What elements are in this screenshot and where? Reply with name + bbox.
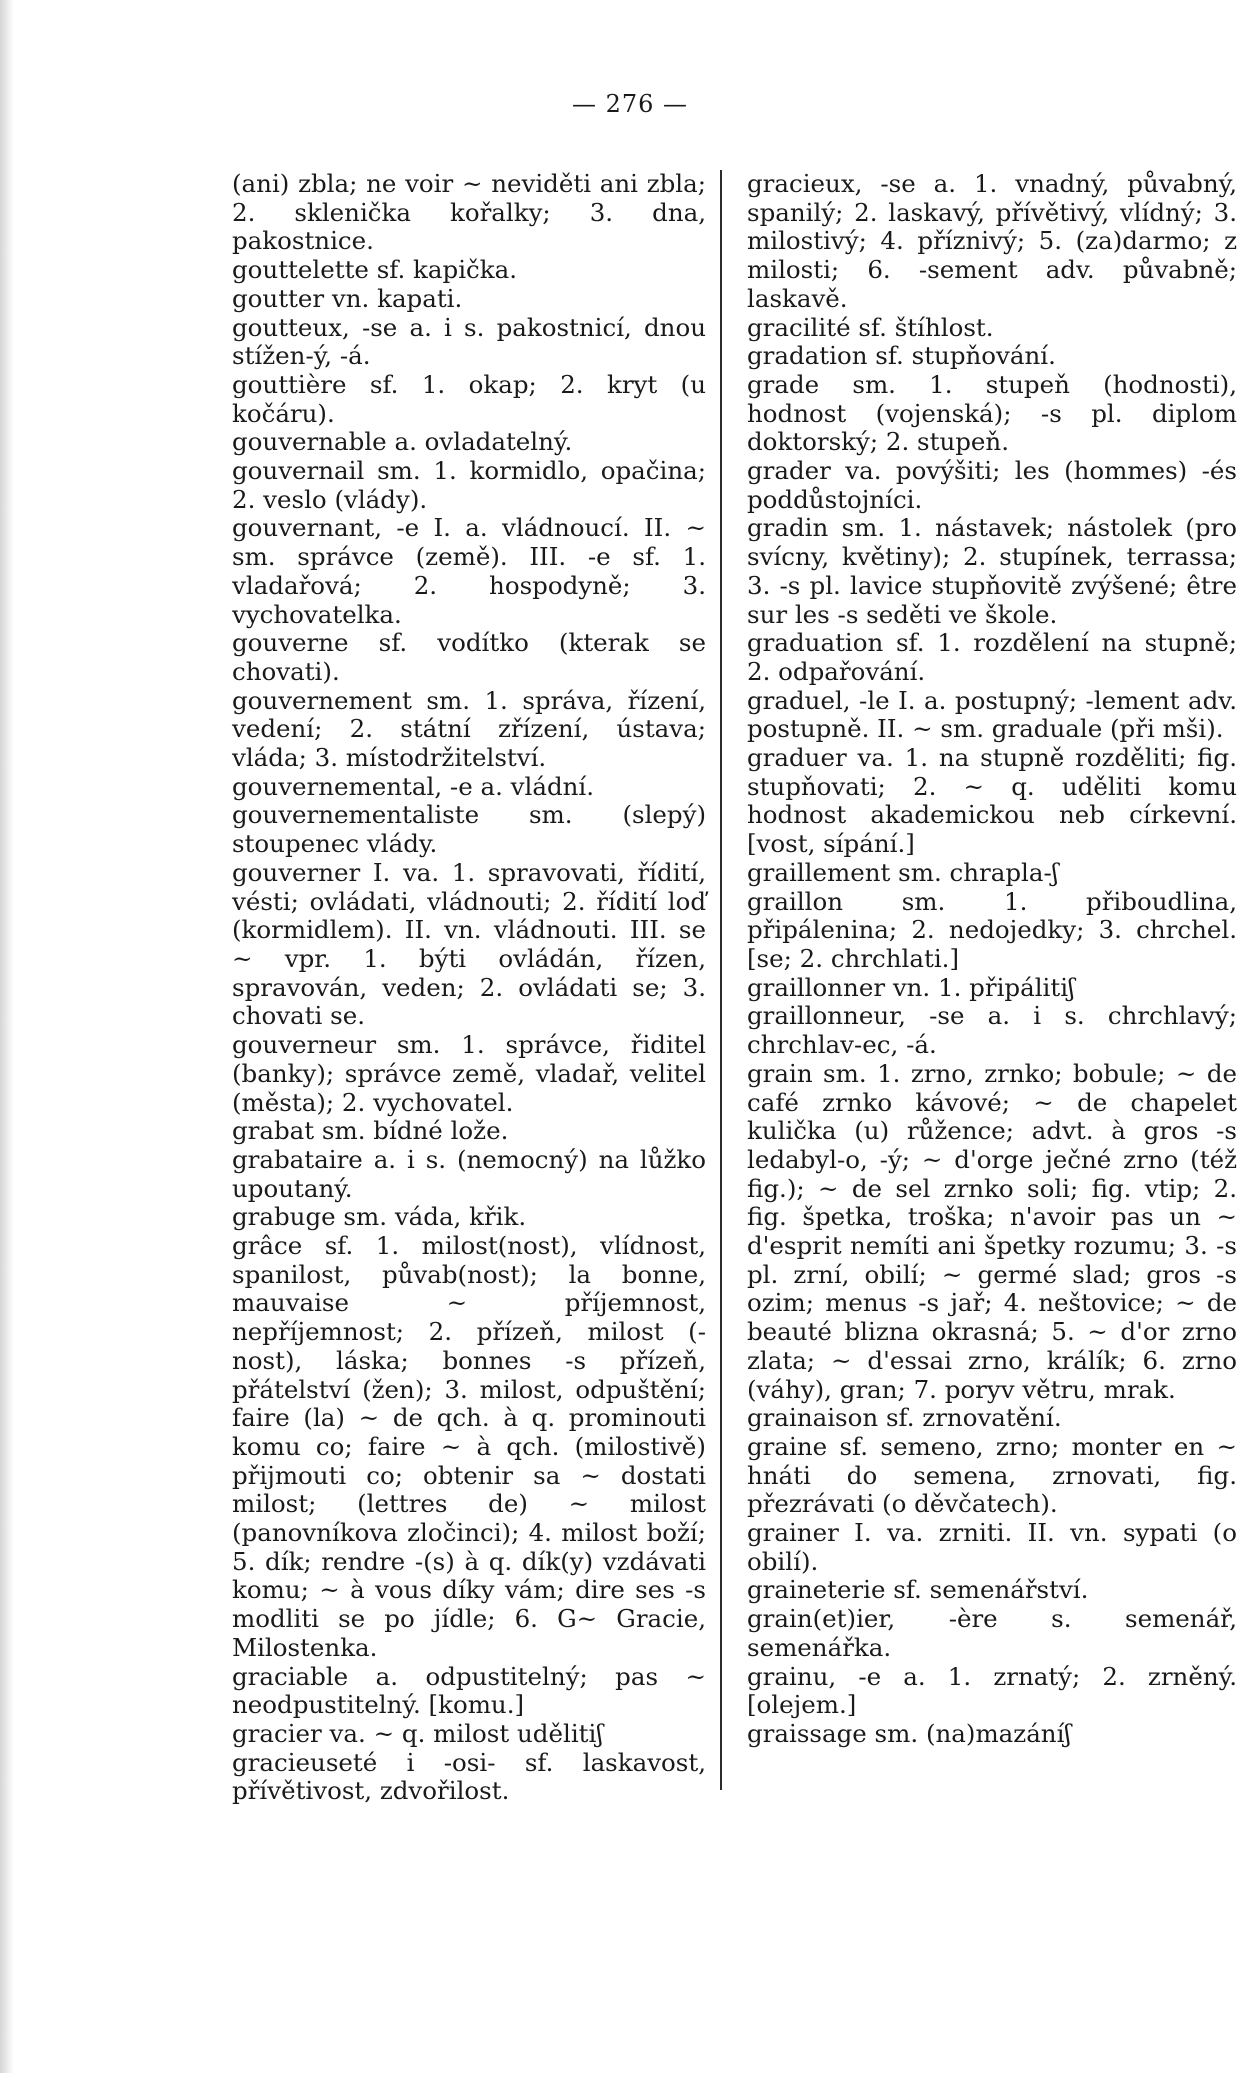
entry-grain: grain sm. 1. zrno, zrnko; bobule; ~ de café zrnko kávové; ~ de chapelet kulička (u) růžence; advt. à gros -s ledabyl-o, -ý; ~ d'orge ječné zrno (též fig.); ~ de sel zrnko soli; fig. vtip; 2. fig. špetka, troška; n'avoir pas un ~ d'esprit nemíti ani špetky rozumu; 3. -s pl. zrní, obilí; ~ germé slad; gros -s ozim; menus -s jař; 4. neštovice; ~ de beauté blizna okrasná; 5. ~ d'or zrno zlata; ~ d'essai zrno, králík; 6. zrno (váhy), gran; 7. poryv větru, mrak. [747, 1058, 1237, 1404]
entry-gouttiere: gouttière sf. 1. okap; 2. kryt (u kočáru). [232, 369, 706, 428]
entry-graineterie: graineterie sf. semenářství. [747, 1575, 1089, 1605]
entry-gracieux: gracieux, -se a. 1. vnadný, půvabný, spanilý; 2. laskavý, přívětivý, vlídný; 3. milostivý; 4. příznivý; 5. (za)darmo; z milosti; 6. -sement adv. půvabně; laskavě. [747, 169, 1237, 313]
scan-edge-shadow [0, 0, 14, 2073]
entry-grainaison: grainaison sf. zrnovatění. [747, 1403, 1062, 1433]
entry-gracieusete: gracieuseté i -osi- sf. laskavost, přívětivost, zdvořilost. [232, 1747, 706, 1806]
entry-zbla: (ani) zbla; ne voir ~ neviděti ani zbla; 2. sklenička kořalky; 3. dna, pakostnice. [232, 169, 706, 256]
entry-grainetier: grain(et)ier, -ère s. semenář, semenářka. [747, 1604, 1237, 1662]
left-column [232, 170, 706, 1806]
entry-goutter: goutter vn. kapati. [232, 283, 463, 313]
entry-gouvernail: gouvernail sm. 1. kormidlo, opačina; 2. veslo (vlády). [232, 456, 706, 514]
entry-grabuge: grabuge sm. váda, křik. [232, 1202, 527, 1232]
entry-gouvernemental: gouvernemental, -e a. vládní. [232, 771, 595, 801]
entry-grainu: grainu, -e a. 1. zrnatý; 2. zrněný. [olejem.] [747, 1661, 1237, 1720]
page-number: — 276 — [571, 90, 689, 118]
entry-graillon: graillon sm. 1. přiboudlina, připálenina; 2. nedojedky; 3. chrchel. [se; 2. chrchlati.] [747, 886, 1237, 973]
entry-grade: grade sm. 1. stupeň (hodnosti), hodnost (vojenská); -s pl. diplom doktorský; 2. stupeň. [747, 369, 1237, 457]
entry-graine: graine sf. semeno, zrno; monter en ~ hnáti do semena, zrnovati, fig. přezrávati (o děvčatech). [747, 1431, 1237, 1519]
entry-gradation: gradation sf. stupňování. [747, 341, 1056, 371]
entry-graduel: graduel, -le I. a. postupný; -lement adv. postupně. II. ~ sm. graduale (při mši). [747, 685, 1237, 744]
entry-graillement: graillement sm. chrapla-ʃ [747, 857, 1059, 887]
entry-graduation: graduation sf. 1. rozdělení na stupně; 2. odpařování. [747, 628, 1237, 686]
column-divider [720, 170, 722, 1790]
entry-grace: grâce sf. 1. milost(nost), vlídnost, spanilost, půvab(nost); la bonne, mauvaise ~ příjemnost, nepříjemnost; 2. přízeň, milost (-nost), láska; bonnes -s přízeň, přátelství (žen); 3. milost, odpuštění; faire (la) ~ de qch. à q. prominouti komu co; faire ~ à qch. (milostivě) přijmouti co; obtenir sa ~ dostati milost; (lettres de) ~ milost (panovníkova zločinci); 4. milost boží; 5. dík; rendre -(s) à q. dík(y) vzdávati komu; ~ à vous díky vám; dire ses -s modliti se po jídle; 6. G~ Gracie, Milostenka. [232, 1231, 706, 1662]
entry-gouvernant: gouvernant, -e I. a. vládnoucí. II. ~ sm. správce (země). III. -e sf. 1. vladařová; 2. hospodyně; 3. vychovatelka. [232, 513, 706, 629]
entry-graissage: graissage sm. (na)mazáníʃ [747, 1718, 1072, 1748]
entry-graillonneur: graillonneur, -se a. i s. chrchlavý; chrchlav-ec, -á. [747, 1001, 1237, 1060]
entry-gouverneur: gouverneur sm. 1. správce, řiditel (banky); správce země, vladař, velitel (města); 2. vychovatel. [232, 1030, 706, 1117]
entry-grabataire: grabataire a. i s. (nemocný) na lůžko upoutaný. [232, 1144, 706, 1203]
entry-graciable: graciable a. odpustitelný; pas ~ neodpustitelný. [komu.] [232, 1661, 706, 1720]
entry-grabat: grabat sm. bídné lože. [232, 1116, 509, 1146]
entry-gouvernementaliste: gouvernementaliste sm. (slepý) stoupenec vlády. [232, 800, 706, 859]
right-column [747, 170, 1237, 1749]
entry-grader: grader va. povýšiti; les (hommes) -és poddůstojníci. [747, 456, 1237, 514]
entry-gracilite: gracilité sf. štíhlost. [747, 312, 994, 342]
entry-grainer: grainer I. va. zrniti. II. vn. sypati (o obilí). [747, 1518, 1237, 1576]
entry-graillonner: graillonner vn. 1. připálitiʃ [747, 972, 1075, 1002]
entry-gouvernable: gouvernable a. ovladatelný. [232, 427, 573, 457]
entry-gouttelette: gouttelette sf. kapička. [232, 255, 517, 285]
entry-gradin: gradin sm. 1. nástavek; nástolek (pro svícny, květiny); 2. stupínek, terrassa; 3. -s pl. lavice stupňovitě zvýšené; être sur les -s seděti ve škole. [747, 513, 1237, 629]
entry-gracier: gracier va. ~ q. milost udělitiʃ [232, 1718, 603, 1748]
entry-graduer: graduer va. 1. na stupně rozděliti; fig. stupňovati; 2. ~ q. uděliti komu hodnost akademickou neb církevní. [vost, sípání.] [747, 743, 1237, 859]
entry-goutteux: goutteux, -se a. i s. pakostnicí, dnou stížen-ý, -á. [232, 312, 706, 371]
entry-gouverne: gouverne sf. vodítko (kterak se chovati). [232, 628, 706, 686]
entry-gouverner: gouverner I. va. 1. spravovati, řídití, vésti; ovládati, vládnouti; 2. řídití loď (kormidlem). II. vn. vládnouti. III. se ~ vpr. 1. býti ovládán, řízen, spravován, veden; 2. ovládati se; 3. chovati se. [232, 857, 706, 1031]
entry-gouvernement: gouvernement sm. 1. správa, řízení, vedení; 2. státní zřízení, ústava; vláda; 3. místodržitelství. [232, 685, 706, 773]
